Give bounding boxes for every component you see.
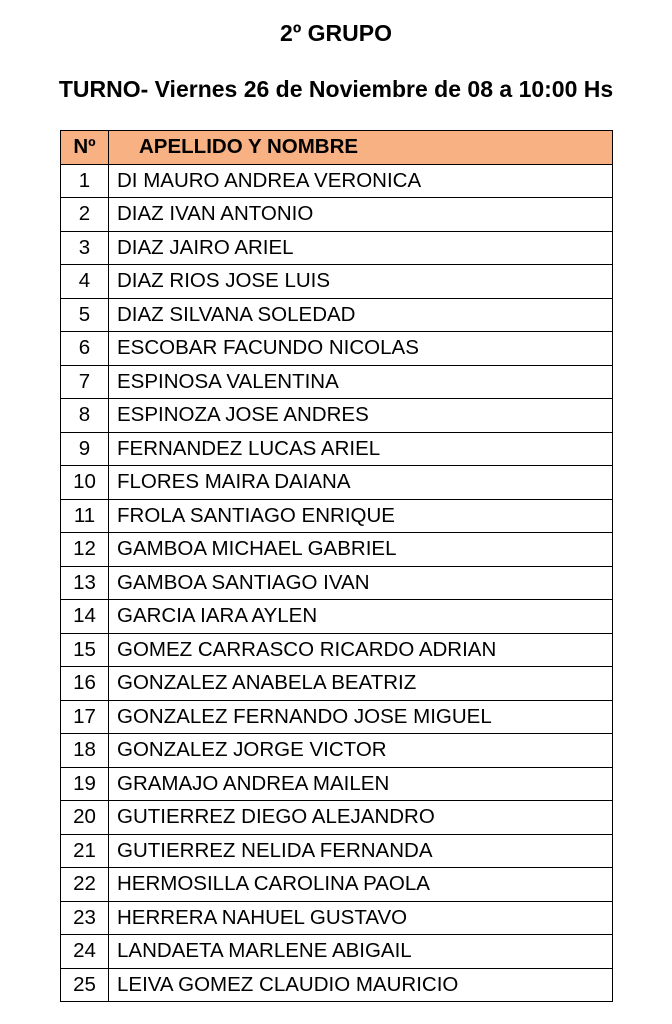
row-name: DIAZ JAIRO ARIEL: [109, 231, 613, 265]
row-name: DI MAURO ANDREA VERONICA: [109, 164, 613, 198]
table-row: [61, 466, 613, 500]
table-row: [61, 265, 613, 299]
row-name: GONZALEZ JORGE VICTOR: [109, 734, 613, 768]
row-name: LANDAETA MARLENE ABIGAIL: [109, 935, 613, 969]
table-row: [61, 432, 613, 466]
row-name: GUTIERREZ DIEGO ALEJANDRO: [109, 801, 613, 835]
table-row: [61, 298, 613, 332]
row-name: GRAMAJO ANDREA MAILEN: [109, 767, 613, 801]
row-number: 22: [61, 868, 109, 902]
row-number: 10: [61, 466, 109, 500]
turn-title: TURNO- Viernes 26 de Noviembre de 08 a 10:00 Hs: [58, 76, 614, 102]
table-row: [61, 834, 613, 868]
row-number: 4: [61, 265, 109, 299]
roster-body: [61, 164, 613, 1002]
column-header-number: Nº: [61, 131, 109, 165]
row-name: GAMBOA SANTIAGO IVAN: [109, 566, 613, 600]
row-number: 3: [61, 231, 109, 265]
row-number: 11: [61, 499, 109, 533]
table-row: [61, 365, 613, 399]
table-row: [61, 801, 613, 835]
table-row: [61, 533, 613, 567]
table-row: [61, 499, 613, 533]
row-number: 2: [61, 198, 109, 232]
table-row: [61, 734, 613, 768]
table-row: [61, 231, 613, 265]
table-row: [61, 968, 613, 1002]
row-name: GOMEZ CARRASCO RICARDO ADRIAN: [109, 633, 613, 667]
table-row: [61, 332, 613, 366]
row-name: FLORES MAIRA DAIANA: [109, 466, 613, 500]
row-number: 9: [61, 432, 109, 466]
row-number: 25: [61, 968, 109, 1002]
row-name: GONZALEZ FERNANDO JOSE MIGUEL: [109, 700, 613, 734]
row-name: DIAZ IVAN ANTONIO: [109, 198, 613, 232]
row-name: GUTIERREZ NELIDA FERNANDA: [109, 834, 613, 868]
table-row: [61, 566, 613, 600]
table-row: [61, 633, 613, 667]
row-number: 7: [61, 365, 109, 399]
table-row: [61, 600, 613, 634]
row-number: 1: [61, 164, 109, 198]
table-row: [61, 164, 613, 198]
table-row: [61, 700, 613, 734]
row-name: ESPINOZA JOSE ANDRES: [109, 399, 613, 433]
row-name: HERMOSILLA CAROLINA PAOLA: [109, 868, 613, 902]
row-number: 17: [61, 700, 109, 734]
row-name: ESPINOSA VALENTINA: [109, 365, 613, 399]
table-row: [61, 901, 613, 935]
table-row: [61, 667, 613, 701]
row-number: 18: [61, 734, 109, 768]
roster-table: [60, 130, 613, 1002]
column-header-name: APELLIDO Y NOMBRE: [109, 131, 613, 165]
row-number: 24: [61, 935, 109, 969]
row-number: 6: [61, 332, 109, 366]
group-title: 2º GRUPO: [280, 20, 392, 46]
row-name: LEIVA GOMEZ CLAUDIO MAURICIO: [109, 968, 613, 1002]
row-number: 23: [61, 901, 109, 935]
row-name: FROLA SANTIAGO ENRIQUE: [109, 499, 613, 533]
row-number: 14: [61, 600, 109, 634]
row-name: FERNANDEZ LUCAS ARIEL: [109, 432, 613, 466]
table-row: [61, 868, 613, 902]
row-number: 16: [61, 667, 109, 701]
table-row: [61, 399, 613, 433]
row-number: 21: [61, 834, 109, 868]
row-name: GONZALEZ ANABELA BEATRIZ: [109, 667, 613, 701]
row-number: 8: [61, 399, 109, 433]
row-name: DIAZ RIOS JOSE LUIS: [109, 265, 613, 299]
table-row: [61, 767, 613, 801]
row-name: HERRERA NAHUEL GUSTAVO: [109, 901, 613, 935]
row-number: 5: [61, 298, 109, 332]
row-number: 12: [61, 533, 109, 567]
row-name: GARCIA IARA AYLEN: [109, 600, 613, 634]
table-row: [61, 198, 613, 232]
row-number: 20: [61, 801, 109, 835]
row-number: 13: [61, 566, 109, 600]
row-number: 15: [61, 633, 109, 667]
table-header-row: [61, 131, 613, 165]
table-row: [61, 935, 613, 969]
row-number: 19: [61, 767, 109, 801]
row-name: GAMBOA MICHAEL GABRIEL: [109, 533, 613, 567]
row-name: ESCOBAR FACUNDO NICOLAS: [109, 332, 613, 366]
row-name: DIAZ SILVANA SOLEDAD: [109, 298, 613, 332]
